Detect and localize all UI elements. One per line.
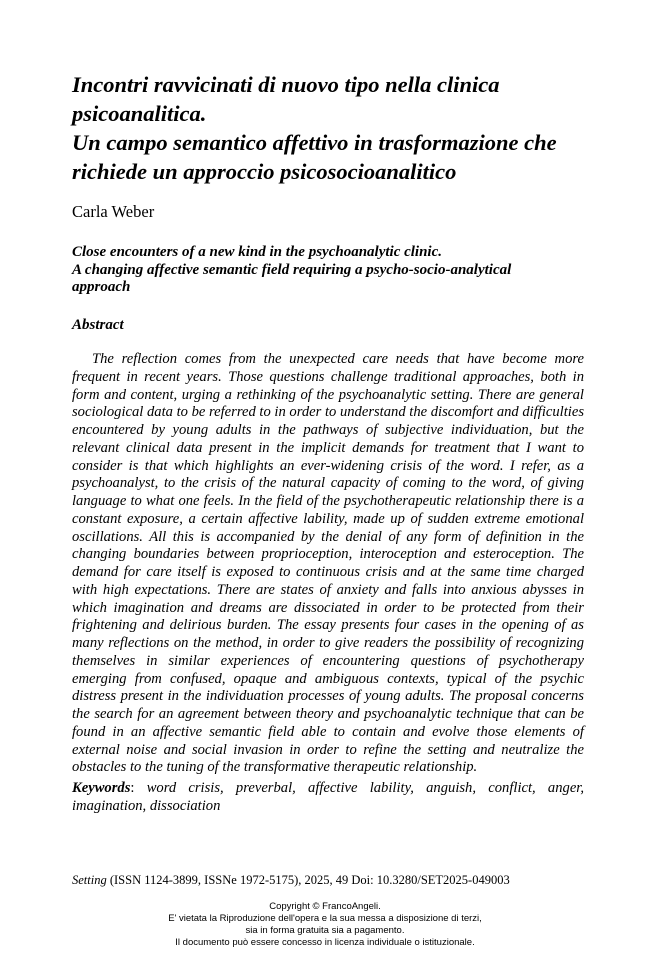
article-title-italian [72, 70, 592, 186]
title-line: Un campo semantico affettivo in trasformazione che [72, 130, 557, 155]
article-title-english [72, 244, 572, 297]
citation-details: (ISSN 1124-3899, ISSNe 1972-5175), 2025, 49 Doi: 10.3280/SET2025-049003 [106, 873, 510, 887]
journal-name: Setting [72, 873, 107, 887]
keywords-separator: : [130, 780, 147, 796]
abstract-heading: Abstract [72, 317, 124, 333]
abstract-text: The reflection comes from the unexpected care needs that have become more frequent in recent years. Those questions challenge traditional approaches, both in form and content, urging a rethinking of the psychoanalytic setting. There are general sociological data to be referred to in order to understand the discomfort and difficulties encountered by young adults in the pathways of subjective individuation, but the relevant clinical data present in the implicit demands for treatment that I want to consider is that which highlights an ever-widening crisis of the word. I refer, as a psychoanalyst, to the crisis of the natural capacity of coming to the word, of giving language to what one feels. In the field of the psychotherapeutic relationship there is a constant exposure, a certain affective lability, made up of sudden extreme emotional oscillations. All this is accompanied by the denial of any form of definition in the changing boundaries between proprioception, interoception and esteroception. The demand for care itself is exposed to continuous crisis and at the same time charged with high expectations. There are states of anxiety and falls into anxious abysses in which imagination and dreams are dissociated in order to be protected from their frightening and delirious burden. The essay presents four cases in the opening of as many reflections on the method, in order to give readers the possibility of recognizing themselves in similar experiences of encountering questions of psychotherapy emerging from confused, opaque and ambiguous contexts, typical of the psychic distress present in the individuation processes of young adults. The proposal concerns the search for an agreement between theory and psychoanalytic technique that can be found in an affective semantic field able to contain and evolve those elements of external noise and social invasion in order to refine the setting and neutralize the obstacles to the tuning of the transformative therapeutic relationship. [72, 351, 584, 776]
keywords-paragraph [72, 780, 584, 816]
copyright-notice [125, 901, 525, 949]
english-title-line: A changing affective semantic field requiring a psycho-socio-analytical [72, 261, 512, 278]
copyright-line: sia in forma gratuita sia a pagamento. [245, 925, 405, 936]
title-line: richiede un approccio psicosocioanalitico [72, 159, 457, 184]
title-line: Incontri ravvicinati di nuovo tipo nella clinica [72, 72, 500, 97]
title-line: psicoanalitica. [72, 101, 207, 126]
english-title-line: approach [72, 279, 131, 295]
journal-citation [72, 873, 592, 888]
copyright-line: Il documento può essere concesso in licenza individuale o istituzionale. [175, 937, 475, 948]
copyright-line: Copyright © FrancoAngeli. [269, 901, 381, 912]
keywords-label: Keywords [72, 780, 131, 796]
copyright-line: E' vietata la Riproduzione dell'opera e la sua messa a disposizione di terzi, [168, 913, 482, 924]
english-title-line: Close encounters of a new kind in the psychoanalytic clinic. [72, 244, 443, 260]
author-name: Carla Weber [72, 202, 155, 221]
keywords-list: word crisis, preverbal, affective lability, anguish, conflict, anger, imagination, dissociation [72, 780, 585, 814]
